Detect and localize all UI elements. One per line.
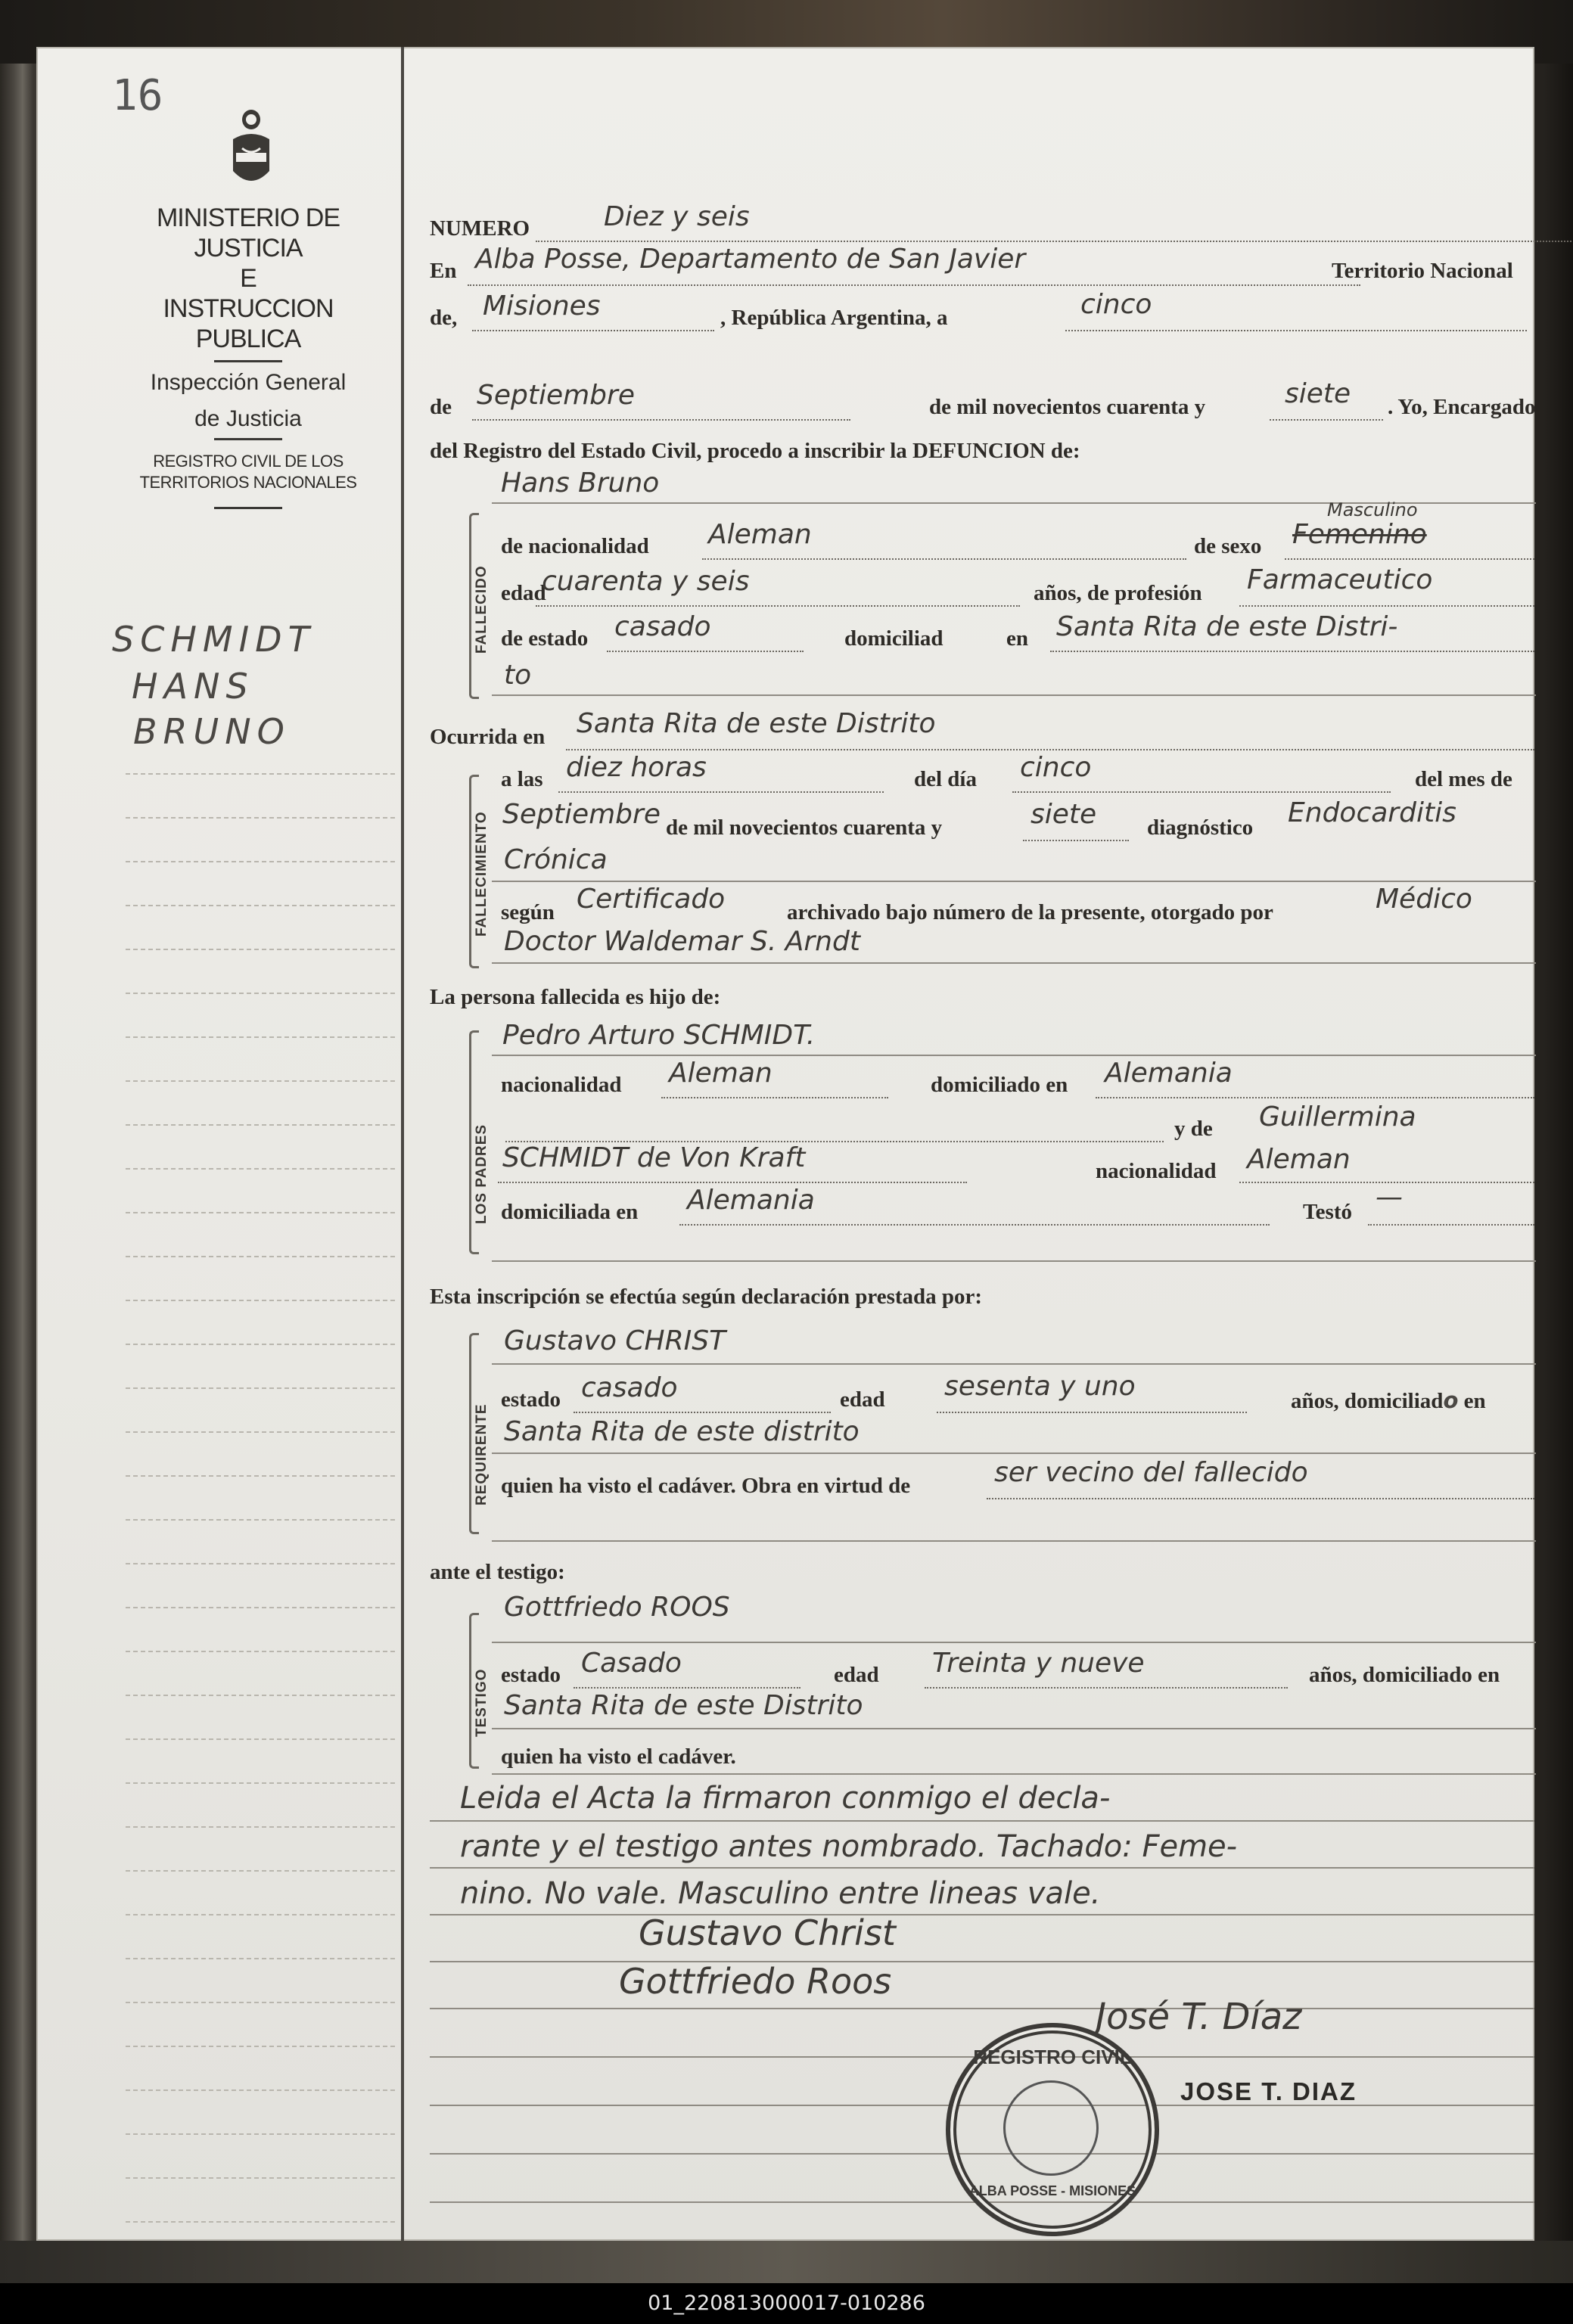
deceased-name: Hans Bruno <box>501 468 660 499</box>
inscripcion-label: Esta inscripción se efectúa según declaración prestada por: <box>430 1285 983 1309</box>
req-anos-suffix: o <box>1443 1387 1459 1413</box>
alas-label: a las <box>501 767 543 791</box>
en-label: En <box>430 259 457 283</box>
signature-encargado: José T. Díaz <box>1096 1996 1302 2038</box>
dia-value: cinco <box>1020 752 1092 783</box>
req-estado-value: casado <box>581 1372 678 1403</box>
diagnostico-value: Endocarditis <box>1288 797 1456 828</box>
registry-seal <box>946 2023 1159 2236</box>
signature-requirente: Gustavo Christ <box>639 1912 896 1953</box>
margin-rule <box>126 1782 395 1784</box>
margin-rule <box>126 1300 395 1301</box>
brace <box>469 1613 479 1769</box>
side-label-requirente: REQUIRENTE <box>474 1403 490 1505</box>
nac-padre-value: Aleman <box>669 1058 773 1089</box>
registry-line-2: TERRITORIOS NACIONALES <box>139 473 357 492</box>
margin-rule <box>126 905 395 906</box>
ministry-line-2: E <box>240 264 256 293</box>
profesion-label: años, de profesión <box>1034 581 1202 605</box>
line <box>430 2008 1534 2009</box>
side-label-testigo: TESTIGO <box>474 1668 490 1737</box>
diagnostico-label: diagnóstico <box>1147 816 1254 840</box>
underline <box>1285 558 1534 560</box>
testo-label: Testó <box>1303 1200 1352 1224</box>
segun-label: según <box>501 900 555 924</box>
line <box>430 1961 1534 1962</box>
margin-surname: SCHMIDT <box>112 619 316 660</box>
test-edad-value: Treinta y nueve <box>932 1648 1145 1679</box>
underline <box>574 1412 831 1413</box>
brace <box>469 1030 479 1254</box>
underline <box>1012 791 1391 793</box>
margin-rule <box>126 1212 395 1213</box>
de-label: de, <box>430 306 458 330</box>
madre-value-2: SCHMIDT de Von Kraft <box>502 1142 806 1173</box>
side-label-padres: LOS PADRES <box>474 1123 490 1224</box>
day-value: cinco <box>1080 289 1152 320</box>
testigo-name: Gottfriedo ROOS <box>504 1592 730 1623</box>
underline <box>937 1412 1247 1413</box>
margin-rule <box>126 993 395 994</box>
ministry-header <box>112 203 384 515</box>
seal-emblem-icon <box>1003 2080 1099 2176</box>
edad-value: cuarenta y seis <box>542 566 750 597</box>
underline <box>558 791 884 793</box>
inspection-line-1: Inspección General <box>150 370 347 395</box>
margin-rule <box>126 1168 395 1170</box>
hora-value: diez horas <box>566 752 707 783</box>
brace <box>469 1333 479 1534</box>
padre-name: Pedro Arturo SCHMIDT. <box>502 1020 816 1051</box>
req-dom-value: Santa Rita de este distrito <box>504 1416 860 1447</box>
underline <box>1368 1224 1534 1226</box>
nac-madre-label: nacionalidad <box>1096 1159 1217 1183</box>
margin-rule <box>126 1080 395 1082</box>
numero-value: Diez y seis <box>604 201 750 232</box>
estado-label: de estado <box>501 626 589 651</box>
registry-line-1: REGISTRO CIVIL DE LOS <box>153 452 344 471</box>
madre-value-1: Guillermina <box>1259 1101 1416 1132</box>
underline <box>1096 1097 1534 1098</box>
left-margin-column <box>36 47 404 2241</box>
underline <box>536 605 1020 607</box>
ocurrida-value: Santa Rita de este Distrito <box>577 708 936 739</box>
margin-rule <box>126 2221 395 2223</box>
line <box>492 1260 1536 1262</box>
req-anos-label <box>1291 1387 1486 1414</box>
month-value: Septiembre <box>477 380 635 411</box>
requirente-name: Gustavo CHRIST <box>504 1325 726 1356</box>
domiciliado-label: domiciliad <box>844 626 943 651</box>
year-value: siete <box>1285 378 1351 409</box>
testigo-label: ante el testigo: <box>430 1560 565 1584</box>
test-anos-label: años, domiciliado en <box>1309 1663 1500 1687</box>
req-anos-text: años, domiciliad <box>1291 1389 1444 1413</box>
req-edad-value: sesenta y uno <box>944 1371 1136 1402</box>
divider <box>214 360 282 362</box>
line <box>492 1728 1536 1729</box>
margin-rule <box>126 1738 395 1740</box>
margin-rule <box>126 1914 395 1915</box>
margin-rule <box>126 1256 395 1257</box>
test-estado-value: Casado <box>581 1648 682 1679</box>
diagnostico-cont: Crónica <box>504 844 608 875</box>
en2-label: en <box>1006 626 1028 651</box>
margin-rule <box>126 2133 395 2135</box>
test-visto-label: quien ha visto el cadáver. <box>501 1745 736 1769</box>
margin-rule <box>126 1124 395 1126</box>
profesion-value: Farmaceutico <box>1247 564 1433 595</box>
underline <box>679 1224 1270 1226</box>
province-value: Misiones <box>483 290 601 322</box>
ocurrida-label: Ocurrida en <box>430 725 546 749</box>
margin-rule <box>126 2046 395 2047</box>
line <box>492 881 1536 882</box>
hijo-label: La persona fallecida es hijo de: <box>430 985 721 1009</box>
underline <box>661 1097 888 1098</box>
margin-rule <box>126 861 395 862</box>
margin-rule <box>126 1651 395 1652</box>
margin-rule <box>126 1344 395 1345</box>
estado-value: casado <box>614 611 711 642</box>
edad-label: edad <box>501 581 546 605</box>
margin-rule <box>126 2089 395 2091</box>
image-caption: 01_220813000017-010286 <box>0 2283 1573 2324</box>
margin-rule <box>126 1826 395 1828</box>
numero-label: NUMERO <box>430 216 530 241</box>
margin-rule <box>126 1563 395 1564</box>
margin-firstname: HANS <box>132 666 254 707</box>
side-label-fallecimiento: FALLECIMIENTO <box>474 811 490 937</box>
dom-padre-value: Alemania <box>1105 1058 1233 1089</box>
line <box>492 1540 1536 1542</box>
mil-label: de mil novecientos cuarenta y <box>929 395 1206 419</box>
line <box>492 1452 1536 1454</box>
line <box>492 1363 1536 1365</box>
req-estado-label: estado <box>501 1387 561 1412</box>
month-underline <box>472 419 850 421</box>
line <box>492 1773 1536 1775</box>
sexo-value: Femenino <box>1292 519 1427 550</box>
signature-testigo: Gottfriedo Roos <box>619 1961 892 2002</box>
req-virtud-value: ser vecino del fallecido <box>994 1457 1308 1488</box>
line <box>492 962 1536 964</box>
line <box>430 1914 1534 1915</box>
underline <box>574 1687 800 1689</box>
register-page <box>36 47 1534 2241</box>
underline <box>1023 840 1129 841</box>
closing-line-3: nino. No vale. Masculino entre lineas vale. <box>460 1876 1101 1911</box>
margin-rule <box>126 1870 395 1872</box>
ministry-line-1: MINISTERIO DE JUSTICIA <box>156 204 340 263</box>
testo-value: — <box>1376 1182 1403 1213</box>
underline <box>607 651 804 652</box>
margin-rule <box>126 1036 395 1038</box>
ministry-line-3: INSTRUCCION PUBLICA <box>163 294 334 353</box>
divider <box>214 507 282 509</box>
test-estado-label: estado <box>501 1663 561 1687</box>
coat-of-arms-icon <box>227 106 275 191</box>
underline <box>925 1687 1288 1689</box>
margin-middlename: BRUNO <box>133 711 291 752</box>
margin-rule <box>126 773 395 775</box>
archivado-label: archivado bajo número de la presente, otorgado por <box>787 900 1273 924</box>
domicilio-cont: to <box>504 660 532 691</box>
doctor-value: Doctor Waldemar S. Arndt <box>504 926 860 957</box>
numero-underline <box>536 241 1573 242</box>
year-underline <box>1270 419 1383 421</box>
underline <box>1239 605 1534 607</box>
registro-label: del Registro del Estado Civil, procedo a inscribir la DEFUNCION de: <box>430 439 1080 463</box>
underline <box>1050 651 1534 652</box>
en-value: Alba Posse, Departamento de San Javier <box>475 244 1026 275</box>
margin-rule <box>126 2002 395 2003</box>
side-label-fallecido: FALLECIDO <box>474 565 490 654</box>
margin-rule <box>126 1958 395 1959</box>
sexo-label: de sexo <box>1194 534 1262 558</box>
mil2-label: de mil novecientos cuarenta y <box>666 816 943 840</box>
death-record-form <box>430 47 1534 2241</box>
line <box>492 1642 1536 1643</box>
req-edad-label: edad <box>840 1387 885 1412</box>
underline <box>498 1182 967 1183</box>
mes-label: del mes de <box>1415 767 1512 791</box>
req-visto-label: quien ha visto el cadáver. Obra en virtud de <box>501 1474 911 1498</box>
brace <box>469 775 479 968</box>
margin-rule <box>126 1519 395 1521</box>
day-underline <box>1065 330 1527 331</box>
line <box>492 694 1536 696</box>
yde-label: y de <box>1174 1117 1213 1141</box>
dom-madre-value: Alemania <box>687 1185 815 1216</box>
de2-label: de <box>430 395 452 419</box>
domicilio-value: Santa Rita de este Distri- <box>1056 611 1398 642</box>
margin-rule <box>126 1387 395 1389</box>
dia-label: del día <box>914 767 977 791</box>
req-en-label: en <box>1463 1389 1486 1413</box>
closing-line-1: Leida el Acta la firmaron conmigo el decla- <box>460 1781 1111 1816</box>
dom-madre-label: domiciliada en <box>501 1200 639 1224</box>
margin-rule <box>126 1695 395 1696</box>
otorgado-value: Médico <box>1376 884 1472 915</box>
margin-rule <box>126 1431 395 1433</box>
encargado-name-stamp: JOSE T. DIAZ <box>1180 2077 1357 2105</box>
underline <box>987 1498 1534 1499</box>
line <box>430 1867 1534 1869</box>
territorio-label: Territorio Nacional <box>1332 259 1513 283</box>
test-dom-value: Santa Rita de este Distrito <box>504 1690 863 1721</box>
dom-padre-label: domiciliado en <box>931 1073 1068 1097</box>
divider <box>214 438 282 440</box>
underline <box>702 558 1186 560</box>
mes-value: Septiembre <box>502 799 661 830</box>
inspection-line-2: de Justicia <box>194 406 302 431</box>
seal-top-text: REGISTRO CIVIL <box>973 2046 1132 2068</box>
brace <box>469 513 479 699</box>
en-underline <box>468 284 1360 286</box>
line <box>492 1055 1536 1056</box>
year2-value: siete <box>1031 799 1097 830</box>
margin-rule <box>126 2177 395 2179</box>
province-underline <box>472 330 714 331</box>
line <box>430 1820 1534 1822</box>
page-number: 16 <box>112 71 163 120</box>
nacionalidad-value: Aleman <box>708 519 812 550</box>
nac-madre-value: Aleman <box>1247 1144 1351 1175</box>
margin-rule <box>126 949 395 950</box>
segun-value: Certificado <box>577 884 726 915</box>
margin-rule <box>126 1607 395 1608</box>
sexo-correction: Masculino <box>1327 499 1418 520</box>
yo-label: . Yo, Encargado <box>1388 395 1536 419</box>
closing-line-2: rante y el testigo antes nombrado. Tachado: Feme- <box>460 1829 1238 1864</box>
book-bottom-edge <box>0 2241 1573 2283</box>
margin-rule <box>126 817 395 819</box>
margin-rule <box>126 1475 395 1477</box>
underline <box>566 749 1534 750</box>
nacionalidad-label: de nacionalidad <box>501 534 649 558</box>
seal-bottom-text: ALBA POSSE - MISIONES <box>968 2183 1136 2198</box>
test-edad-label: edad <box>834 1663 879 1687</box>
republica-label: , República Argentina, a <box>720 306 948 330</box>
nac-padre-label: nacionalidad <box>501 1073 622 1097</box>
